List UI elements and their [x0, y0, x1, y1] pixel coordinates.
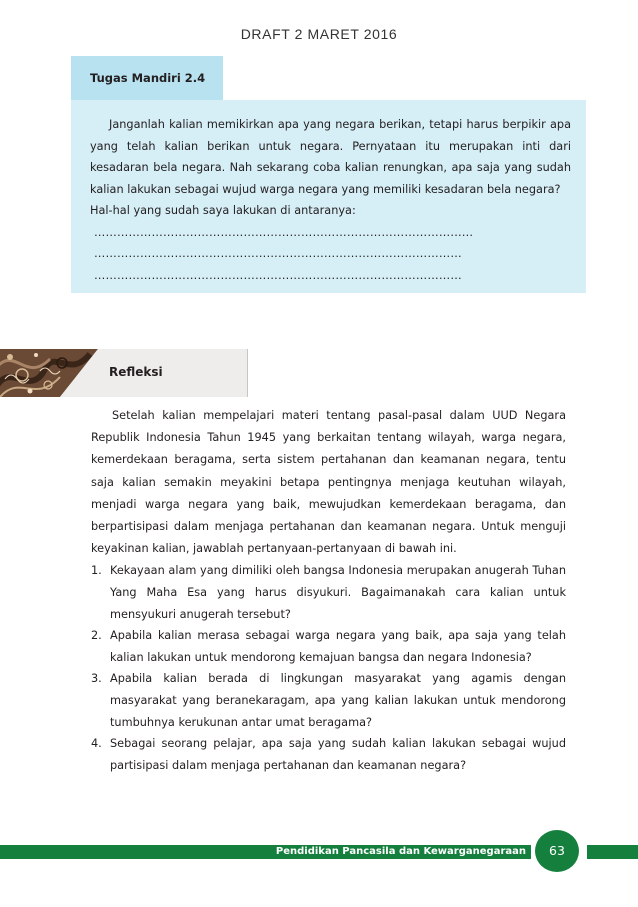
task-answer-prompt: Hal-hal yang sudah saya lakukan di antaranya: — [90, 204, 356, 218]
reflection-title: Refleksi — [109, 365, 163, 379]
task-title: Tugas Mandiri 2.4 — [71, 56, 223, 100]
reflection-paragraph: Setelah kalian mempelajari materi tentang pasal-pasal dalam UUD Negara Republik Indonesia Tahun 1945 yang berkaitan tentang wilayah, warga negara, kemerdekaan beragama, serta sistem pertahanan dan keamanan negara, tentu saja kalian semakin meyakini betapa pentingnya menjaga keutuhan wilayah, menjadi warga negara yang baik, mewujudkan kemerdekaan beragama, dan berpartisipasi dalam menjaga pertahanan dan keamanan negara. Untuk menguji keyakinan kalian, jawablah pertanyaan-pertanyaan di bawah ini. — [91, 409, 566, 556]
question-item — [91, 668, 566, 733]
reflection-header — [0, 349, 248, 397]
question-item — [91, 733, 566, 776]
question-item — [91, 560, 566, 625]
page-number-badge: 63 — [535, 830, 579, 872]
question-text: Kekayaan alam yang dimiliki oleh bangsa Indonesia merupakan anugerah Tuhan Yang Maha Esa yang harus disyukuri. Bagaimanakah cara kalian untuk mensyukuri anugerah tersebut? — [110, 564, 566, 621]
reflection-body — [91, 405, 566, 776]
question-text: Apabila kalian berada di lingkungan masyarakat yang agamis dengan masyarakat yang beranekaragam, apa yang kalian lakukan untuk mendorong tumbuhnya kerukunan antar umat beragama? — [110, 672, 566, 729]
task-paragraph: Janganlah kalian memikirkan apa yang negara berikan, tetapi harus berpikir apa yang telah kalian berikan untuk negara. Pernyataan itu merupakan inti dari kesadaran bela negara. Nah sekarang coba kalian renungkan, apa saja yang sudah kalian lakukan sebagai wujud warga negara yang memiliki kesadaran bela negara? — [90, 118, 571, 196]
question-item — [91, 625, 566, 668]
question-list — [91, 560, 566, 776]
draft-watermark: DRAFT 2 MARET 2016 — [240, 26, 398, 42]
question-number: 3. — [91, 672, 102, 686]
answer-line[interactable]: …………………………………………………………………………………… — [94, 268, 462, 282]
task-box — [71, 100, 586, 293]
question-number: 1. — [91, 564, 102, 578]
answer-line[interactable]: …………………………………………………………………………………… — [94, 247, 462, 261]
question-text: Apabila kalian merasa sebagai warga negara yang baik, apa saja yang telah kalian lakukan untuk mendorong kemajuan bangsa dan negara Indonesia? — [110, 629, 566, 664]
question-text: Sebagai seorang pelajar, apa saja yang sudah kalian lakukan sebagai wujud partisipasi dalam menjaga pertahanan dan keamanan negara? — [110, 737, 566, 772]
question-number: 4. — [91, 737, 102, 751]
answer-line[interactable]: …………………………………………………………………………………...… — [94, 225, 474, 239]
footer-book-title: Pendidikan Pancasila dan Kewarganegaraan — [275, 846, 526, 857]
question-number: 2. — [91, 629, 102, 643]
